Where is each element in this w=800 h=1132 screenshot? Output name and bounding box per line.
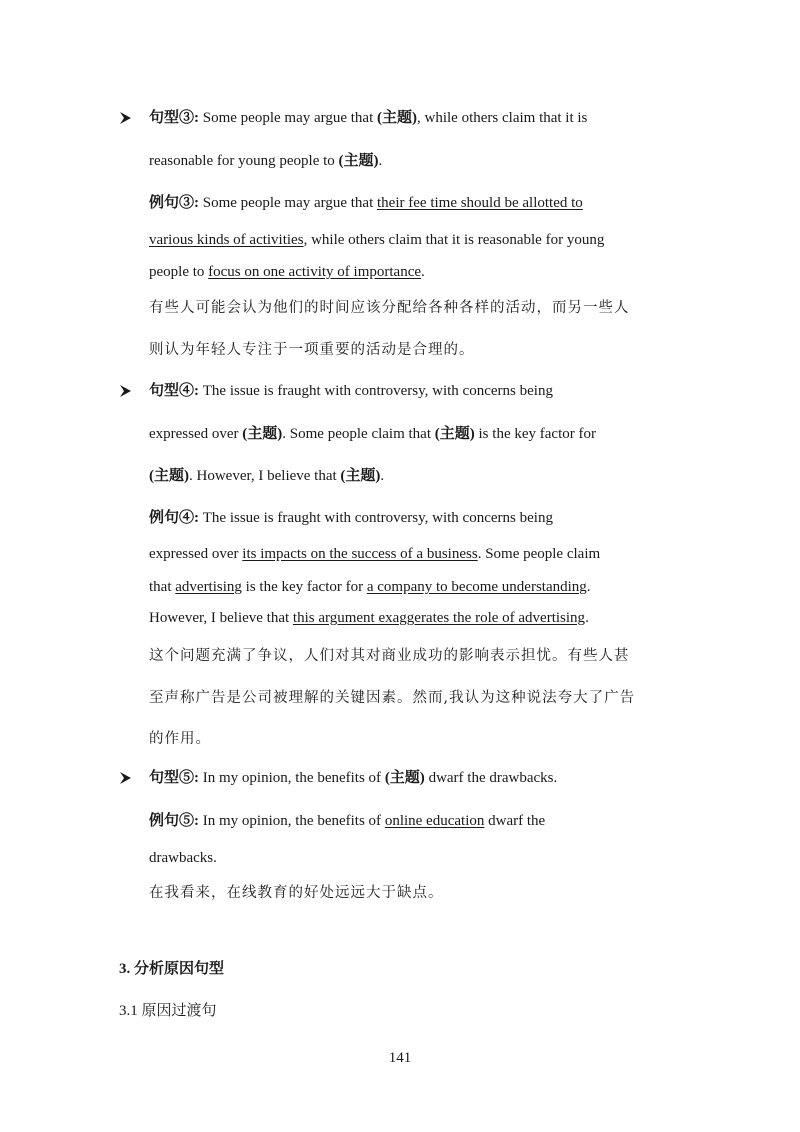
example3-line2: various kinds of activities, while others claim that it is reasonable for young — [149, 232, 605, 248]
example5-line2: drawbacks. — [149, 850, 217, 866]
bullet-arrow-icon — [119, 768, 133, 788]
bullet-arrow-icon — [119, 108, 133, 128]
pattern3-line1: 句型③: Some people may argue that (主题), while others claim that it is — [149, 110, 588, 126]
pattern4-line2: expressed over (主题). Some people claim that (主题) is the key factor for — [149, 426, 596, 442]
pattern3-line2: reasonable for young people to (主题). — [149, 153, 383, 169]
page-number: 141 — [388, 1050, 412, 1066]
example3-translation-line2: 则认为年轻人专注于一项重要的活动是合理的。 — [149, 342, 475, 358]
example3-line1: 例句③: Some people may argue that their fee time should be allotted to — [149, 195, 583, 211]
pattern4-line3: (主题). However, I believe that (主题). — [149, 468, 385, 484]
pattern4-label: 句型④: — [149, 383, 199, 399]
topic-placeholder: (主题) — [149, 468, 189, 484]
example4-line2: expressed over its impacts on the success of a business. Some people claim — [149, 546, 601, 562]
example4-line4: However, I believe that this argument exaggerates the role of advertising. — [149, 610, 589, 626]
example4-translation-line1: 这个问题充满了争议，人们对其对商业成功的影响表示担忧。有些人甚 — [149, 648, 630, 664]
pattern3-label: 句型③: — [149, 110, 199, 126]
example5-label: 例句⑤: — [149, 813, 199, 829]
example4-translation-line3: 的作用。 — [149, 731, 211, 747]
example4-line1: 例句④: The issue is fraught with controversy, with concerns being — [149, 510, 553, 526]
example3-translation-line1: 有些人可能会认为他们的时间应该分配给各种各样的活动，而另一些人 — [149, 300, 630, 316]
bullet-arrow-icon — [119, 381, 133, 401]
pattern5-label: 句型⑤: — [149, 770, 199, 786]
example4-translation-line2: 至声称广告是公司被理解的关键因素。然而,我认为这种说法夸大了广告 — [149, 690, 636, 706]
example3-line3: people to focus on one activity of importance. — [149, 264, 425, 280]
example3-label: 例句③: — [149, 195, 199, 211]
pattern5-line1: 句型⑤: In my opinion, the benefits of (主题) dwarf the drawbacks. — [149, 770, 558, 786]
pattern4-line1: 句型④: The issue is fraught with controversy, with concerns being — [149, 383, 553, 399]
topic-placeholder: (主题) — [340, 468, 381, 484]
topic-placeholder: (主题) — [242, 426, 283, 442]
topic-placeholder: (主题) — [338, 153, 379, 169]
topic-placeholder: (主题) — [434, 426, 475, 442]
topic-placeholder: (主题) — [384, 770, 425, 786]
section-heading: 3. 分析原因句型 — [119, 961, 225, 977]
example4-line3: that advertising is the key factor for a company to become understanding. — [149, 579, 591, 595]
topic-placeholder: (主题) — [377, 110, 418, 126]
example5-translation: 在我看来，在线教育的好处远远大于缺点。 — [149, 885, 444, 901]
example4-label: 例句④: — [149, 510, 199, 526]
subsection-heading: 3.1 原因过渡句 — [119, 1003, 217, 1019]
example5-line1: 例句⑤: In my opinion, the benefits of online education dwarf the — [149, 813, 546, 829]
